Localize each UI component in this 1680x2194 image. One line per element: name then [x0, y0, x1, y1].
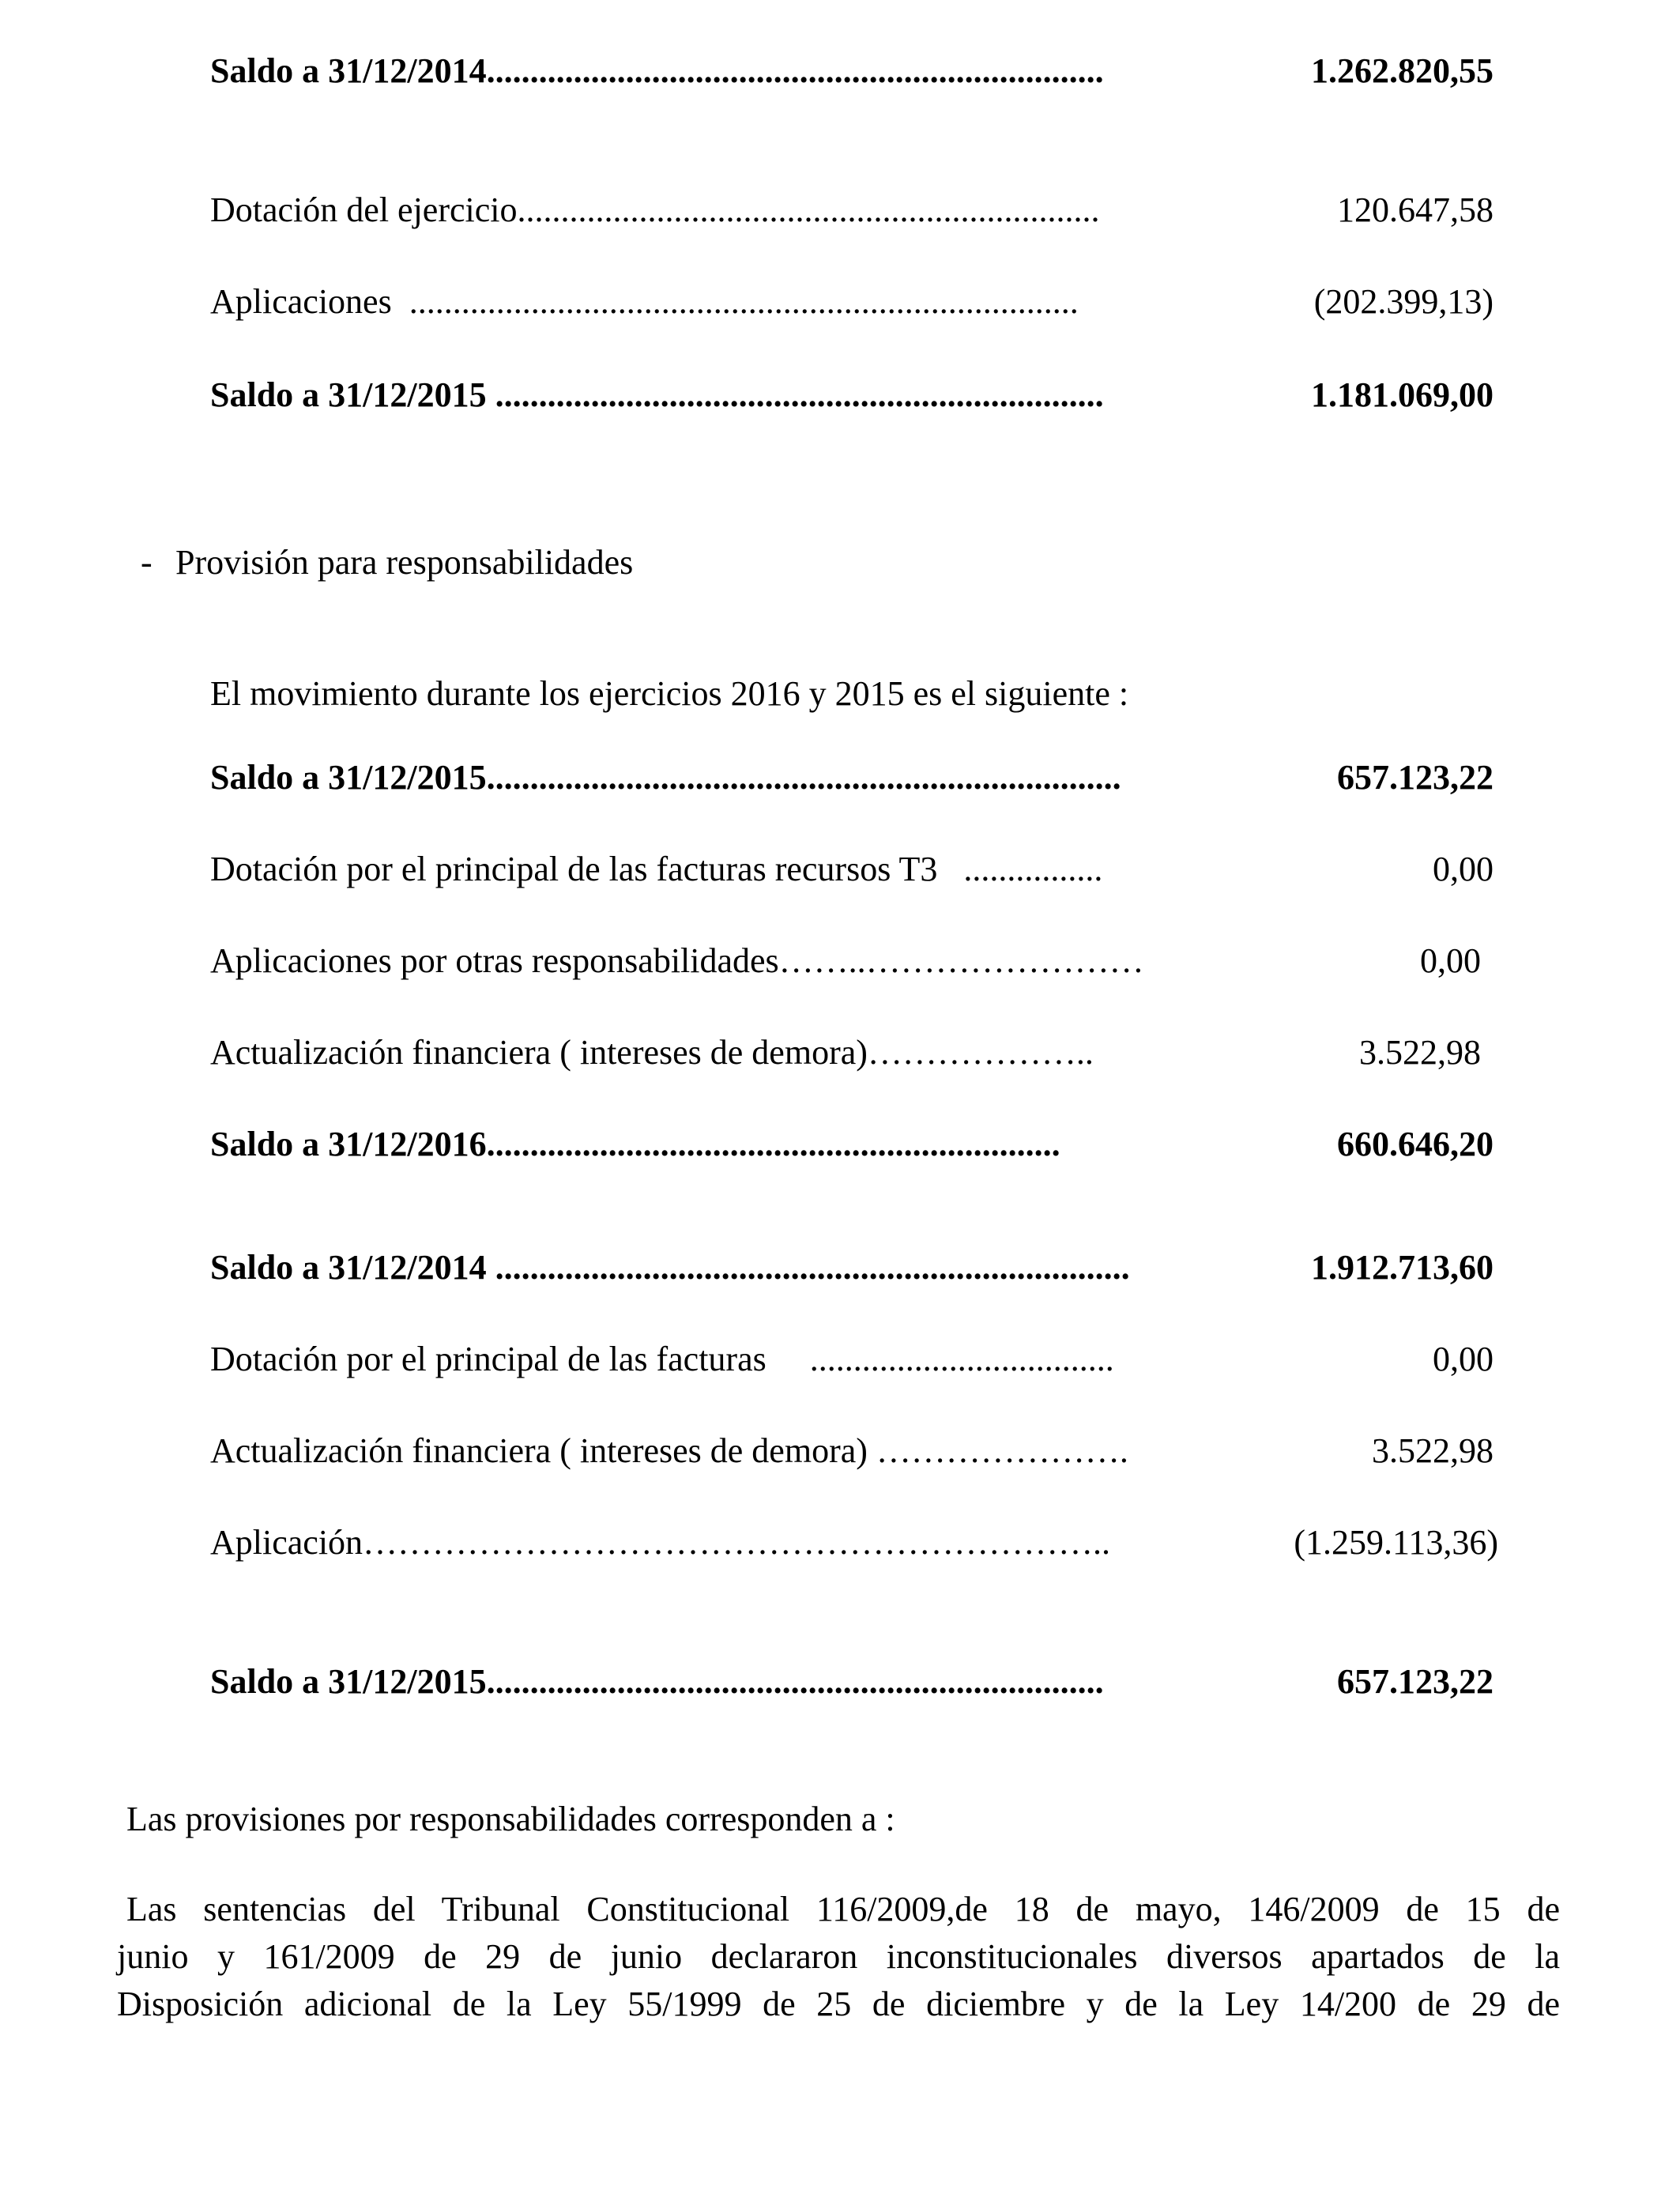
balance-row — [210, 1244, 1494, 1291]
balance-row — [210, 47, 1494, 95]
row-label: Aplicaciones ............................................................................. — [210, 282, 1079, 321]
row-label: Saldo a 31/12/2015 ...................................................................... — [210, 375, 1104, 414]
row-label: Actualización financiera ( intereses de demora)……………….. — [210, 1033, 1094, 1072]
movement-row — [210, 1029, 1494, 1076]
row-label: Dotación por el principal de las facturas recursos T3 ................ — [210, 850, 1103, 888]
row-value: 657.123,22 — [1337, 758, 1494, 797]
row-label: Saldo a 31/12/2015....................................................................... — [210, 1662, 1104, 1701]
section-bullet: - — [141, 543, 153, 582]
movement-row — [210, 278, 1494, 326]
balance-row — [210, 371, 1494, 419]
movement-row — [210, 846, 1494, 893]
row-value: 1.262.820,55 — [1311, 51, 1494, 90]
movement-row — [210, 1427, 1494, 1475]
row-value: 1.181.069,00 — [1311, 375, 1494, 414]
row-value: 1.912.713,60 — [1311, 1248, 1494, 1287]
row-value: 3.522,98 — [1372, 1431, 1494, 1470]
closing-paragraph — [117, 1886, 1560, 2028]
movement-row — [210, 1336, 1494, 1383]
row-value: 0,00 — [1420, 941, 1481, 980]
row-label: Saldo a 31/12/2014 ......................................................................... — [210, 1248, 1130, 1287]
row-value: 3.522,98 — [1359, 1033, 1481, 1072]
row-label: Saldo a 31/12/2016.................................................................. — [210, 1125, 1060, 1163]
row-label: Actualización financiera ( intereses de demora) …………………. — [210, 1431, 1128, 1470]
row-label: Saldo a 31/12/2015......................................................................... — [210, 758, 1121, 797]
balance-row — [210, 1121, 1494, 1168]
balance-row — [210, 754, 1494, 801]
row-label: Dotación del ejercicio................................................................... — [210, 190, 1100, 229]
row-label: Dotación por el principal de las facturas ................................... — [210, 1340, 1114, 1378]
movement-row — [210, 937, 1494, 985]
row-label: Aplicaciones por otras responsabilidades……..…………………… — [210, 941, 1144, 980]
section-title: Provisión para responsabilidades — [175, 543, 634, 582]
paragraph-line: Las sentencias del Tribunal Constitucional 116/2009,de 18 de mayo, 146/2009 de 15 de — [126, 1890, 1560, 1928]
row-value: 120.647,58 — [1337, 190, 1494, 229]
section-intro: El movimiento durante los ejercicios 2016 y 2015 es el siguiente : — [210, 674, 1129, 713]
movement-row — [210, 1519, 1498, 1566]
row-label: Aplicación……………………………………………………….. — [210, 1523, 1111, 1562]
paragraph-line: Disposición adicional de la Ley 55/1999 de 25 de diciembre y de la Ley 14/200 de 29 de — [117, 1985, 1560, 2023]
balance-row — [210, 1658, 1494, 1706]
row-value: (1.259.113,36) — [1294, 1523, 1498, 1562]
movement-row — [210, 187, 1494, 234]
paragraph-line: junio y 161/2009 de 29 de junio declararon inconstitucionales diversos apartados de la — [117, 1937, 1560, 1976]
row-value: 660.646,20 — [1337, 1125, 1494, 1163]
row-value: 0,00 — [1433, 850, 1494, 888]
row-value: 657.123,22 — [1337, 1662, 1494, 1701]
row-value: 0,00 — [1433, 1340, 1494, 1378]
row-value: (202.399,13) — [1313, 282, 1494, 321]
closing-heading: Las provisiones por responsabilidades corresponden a : — [126, 1800, 895, 1838]
row-label: Saldo a 31/12/2014....................................................................... — [210, 51, 1104, 90]
